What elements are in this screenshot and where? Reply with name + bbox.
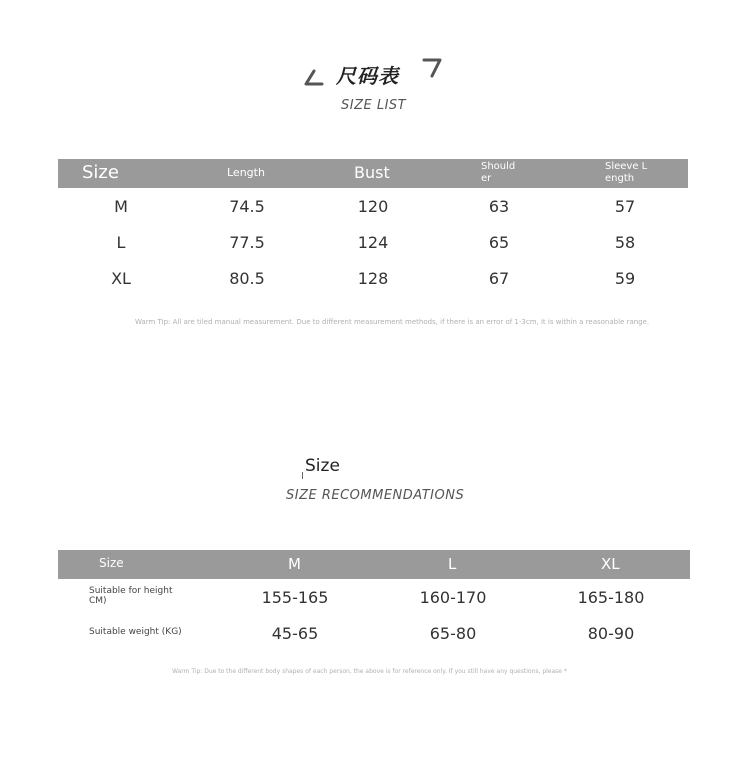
- table-cell: 160-170: [419, 588, 487, 607]
- table-cell: 58: [614, 233, 636, 252]
- measurement-tip: Warm Tip: All are tiled manual measurement. Due to different measurement methods, if there is an error of 1-3cm, it is within a reasonable range.: [135, 318, 650, 326]
- row-label-weight: Suitable weight (KG): [89, 627, 182, 637]
- header-xl: XL: [601, 555, 620, 573]
- table-cell: 65: [488, 233, 510, 252]
- table-cell: 63: [488, 197, 510, 216]
- table-cell: XL: [111, 269, 131, 288]
- table-cell: 80-90: [587, 624, 635, 643]
- table-cell: 80.5: [229, 269, 265, 288]
- recommendation-tip: Warm Tip: Due to the different body shapes of each person, the above is for reference only. If you still have any questions, please *: [172, 668, 567, 675]
- size-list-subtitle: SIZE LIST: [341, 98, 407, 113]
- table-cell: 65-80: [429, 624, 477, 643]
- header-size: Size: [99, 556, 124, 570]
- header-size: Size: [82, 162, 119, 183]
- table-cell: 74.5: [229, 197, 265, 216]
- header-shoulder: Shoulder: [481, 161, 516, 184]
- header-m: M: [288, 555, 301, 573]
- size-recommendations-subtitle: SIZE RECOMMENDATIONS: [286, 488, 465, 503]
- right-bracket-decoration: [420, 56, 446, 82]
- table-cell: 128: [357, 269, 389, 288]
- table-cell: 155-165: [261, 588, 329, 607]
- table-cell: L: [116, 233, 126, 252]
- table-cell: 124: [357, 233, 389, 252]
- row-label-height: Suitable for height CM): [89, 586, 173, 606]
- header-sleeve-length: Sleeve Length: [605, 161, 648, 184]
- table-cell: 67: [488, 269, 510, 288]
- table-cell: 120: [357, 197, 389, 216]
- table-cell: 45-65: [271, 624, 319, 643]
- size-table-header: [58, 159, 688, 188]
- table-cell: M: [114, 197, 128, 216]
- table-cell: 165-180: [577, 588, 645, 607]
- table-cell: 57: [614, 197, 636, 216]
- header-length: Length: [227, 166, 265, 179]
- size-recommendation-title: Size: [305, 456, 340, 476]
- table-cell: 77.5: [229, 233, 265, 252]
- header-l: L: [448, 555, 457, 573]
- size-chart-title: 尺码表: [336, 64, 399, 88]
- table-cell: 59: [614, 269, 636, 288]
- left-bracket-decoration: [300, 68, 326, 90]
- header-bust: Bust: [354, 163, 390, 182]
- recommendation-table-header: [58, 550, 690, 579]
